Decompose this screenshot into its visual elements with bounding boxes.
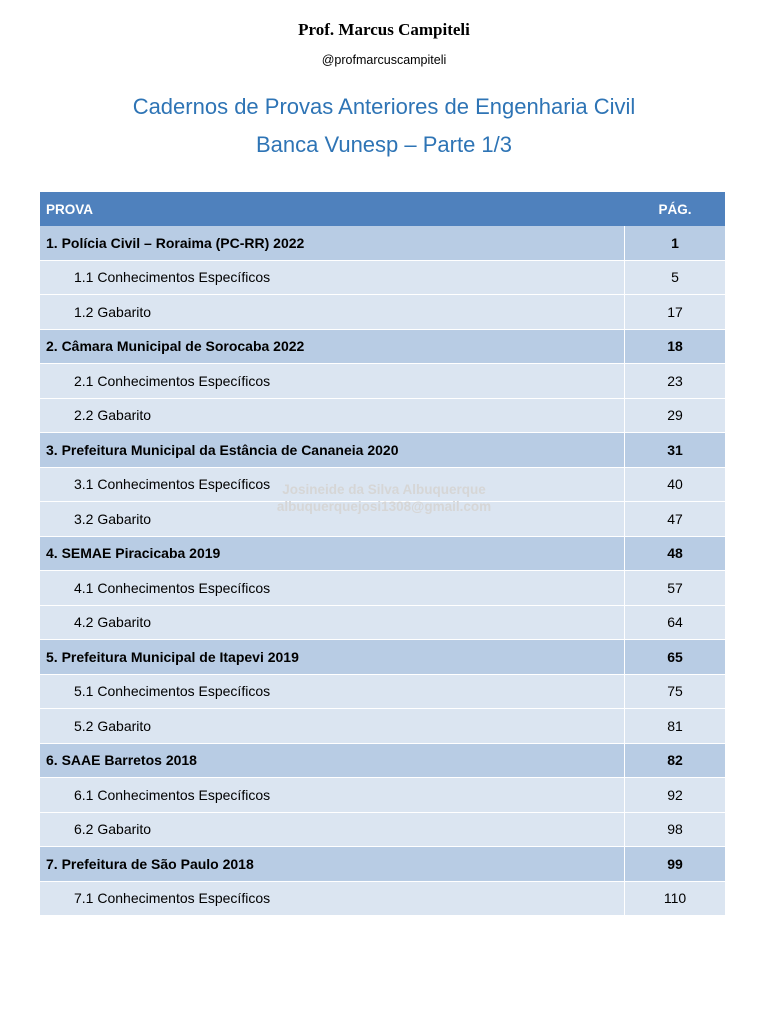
row-label: 1.2 Gabarito: [40, 295, 625, 329]
row-label: 2. Câmara Municipal de Sorocaba 2022: [40, 330, 625, 364]
row-label: 3.2 Gabarito: [40, 502, 625, 536]
row-label: 4.2 Gabarito: [40, 606, 625, 640]
row-label: 2.1 Conhecimentos Específicos: [40, 364, 625, 398]
table-row: [40, 675, 725, 710]
table-row: [40, 468, 725, 503]
row-label: 1. Polícia Civil – Roraima (PC-RR) 2022: [40, 226, 625, 260]
row-page: 98: [667, 821, 683, 838]
author-name: Prof. Marcus Campiteli: [298, 20, 470, 39]
row-page: 40: [667, 476, 683, 493]
row-label: 1.1 Conhecimentos Específicos: [40, 261, 625, 295]
row-label: 4. SEMAE Piracicaba 2019: [40, 537, 625, 571]
table-row: [40, 847, 725, 882]
row-page: 29: [667, 407, 683, 424]
document-title: Cadernos de Provas Anteriores de Engenharia Civil: [132, 94, 636, 119]
table-row: [40, 502, 725, 537]
table-row: [40, 364, 725, 399]
table-row: [40, 399, 725, 434]
table-row: [40, 330, 725, 365]
row-label: 4.1 Conhecimentos Específicos: [40, 571, 625, 605]
watermark-email: albuquerquejosi1308@gmail.com: [276, 499, 492, 514]
row-label: 5. Prefeitura Municipal de Itapevi 2019: [40, 640, 625, 674]
row-label: 7. Prefeitura de São Paulo 2018: [40, 847, 625, 881]
row-page: 81: [667, 717, 683, 734]
row-page: 1: [671, 234, 679, 251]
table-row: [40, 813, 725, 848]
row-label: 5.1 Conhecimentos Específicos: [40, 675, 625, 709]
table-row: [40, 261, 725, 296]
row-label: 3.1 Conhecimentos Específicos: [40, 468, 625, 502]
row-page: 17: [667, 303, 683, 320]
table-row: [40, 433, 725, 468]
table-row: [40, 640, 725, 675]
row-page: 23: [667, 372, 683, 389]
row-page: 110: [663, 890, 687, 907]
row-label: 5.2 Gabarito: [40, 709, 625, 743]
row-page: 99: [667, 855, 683, 872]
row-label: 2.2 Gabarito: [40, 399, 625, 433]
table-row: [40, 709, 725, 744]
row-page: 5: [671, 269, 679, 286]
table-row: [40, 882, 725, 917]
row-label: 6.1 Conhecimentos Específicos: [40, 778, 625, 812]
row-page: 65: [667, 648, 683, 665]
row-page: 92: [667, 786, 683, 803]
table-row: [40, 295, 725, 330]
table-row: [40, 606, 725, 641]
row-page: 82: [667, 752, 683, 769]
column-header-prova: PROVA: [46, 201, 94, 217]
document-subtitle: Banca Vunesp – Parte 1/3: [255, 132, 513, 157]
row-page: 48: [667, 545, 683, 562]
row-page: 47: [667, 510, 683, 527]
table-row: [40, 778, 725, 813]
row-label: 3. Prefeitura Municipal da Estância de Cananeia 2020: [40, 433, 625, 467]
row-page: 64: [667, 614, 683, 631]
author-handle: @profmarcuscampiteli: [321, 53, 447, 67]
table-header: [40, 192, 725, 226]
table-of-contents: [40, 192, 725, 916]
table-row: [40, 226, 725, 261]
row-page: 75: [667, 683, 683, 700]
watermark-name: Josineide da Silva Albuquerque: [282, 482, 486, 497]
row-label: 7.1 Conhecimentos Específicos: [40, 882, 625, 916]
table-row: [40, 571, 725, 606]
row-page: 18: [667, 338, 683, 355]
row-label: 6.2 Gabarito: [40, 813, 625, 847]
row-page: 57: [667, 579, 683, 596]
column-header-pag: PÁG.: [658, 201, 692, 217]
table-row: [40, 537, 725, 572]
table-row: [40, 744, 725, 779]
row-label: 6. SAAE Barretos 2018: [40, 744, 625, 778]
row-page: 31: [667, 441, 683, 458]
